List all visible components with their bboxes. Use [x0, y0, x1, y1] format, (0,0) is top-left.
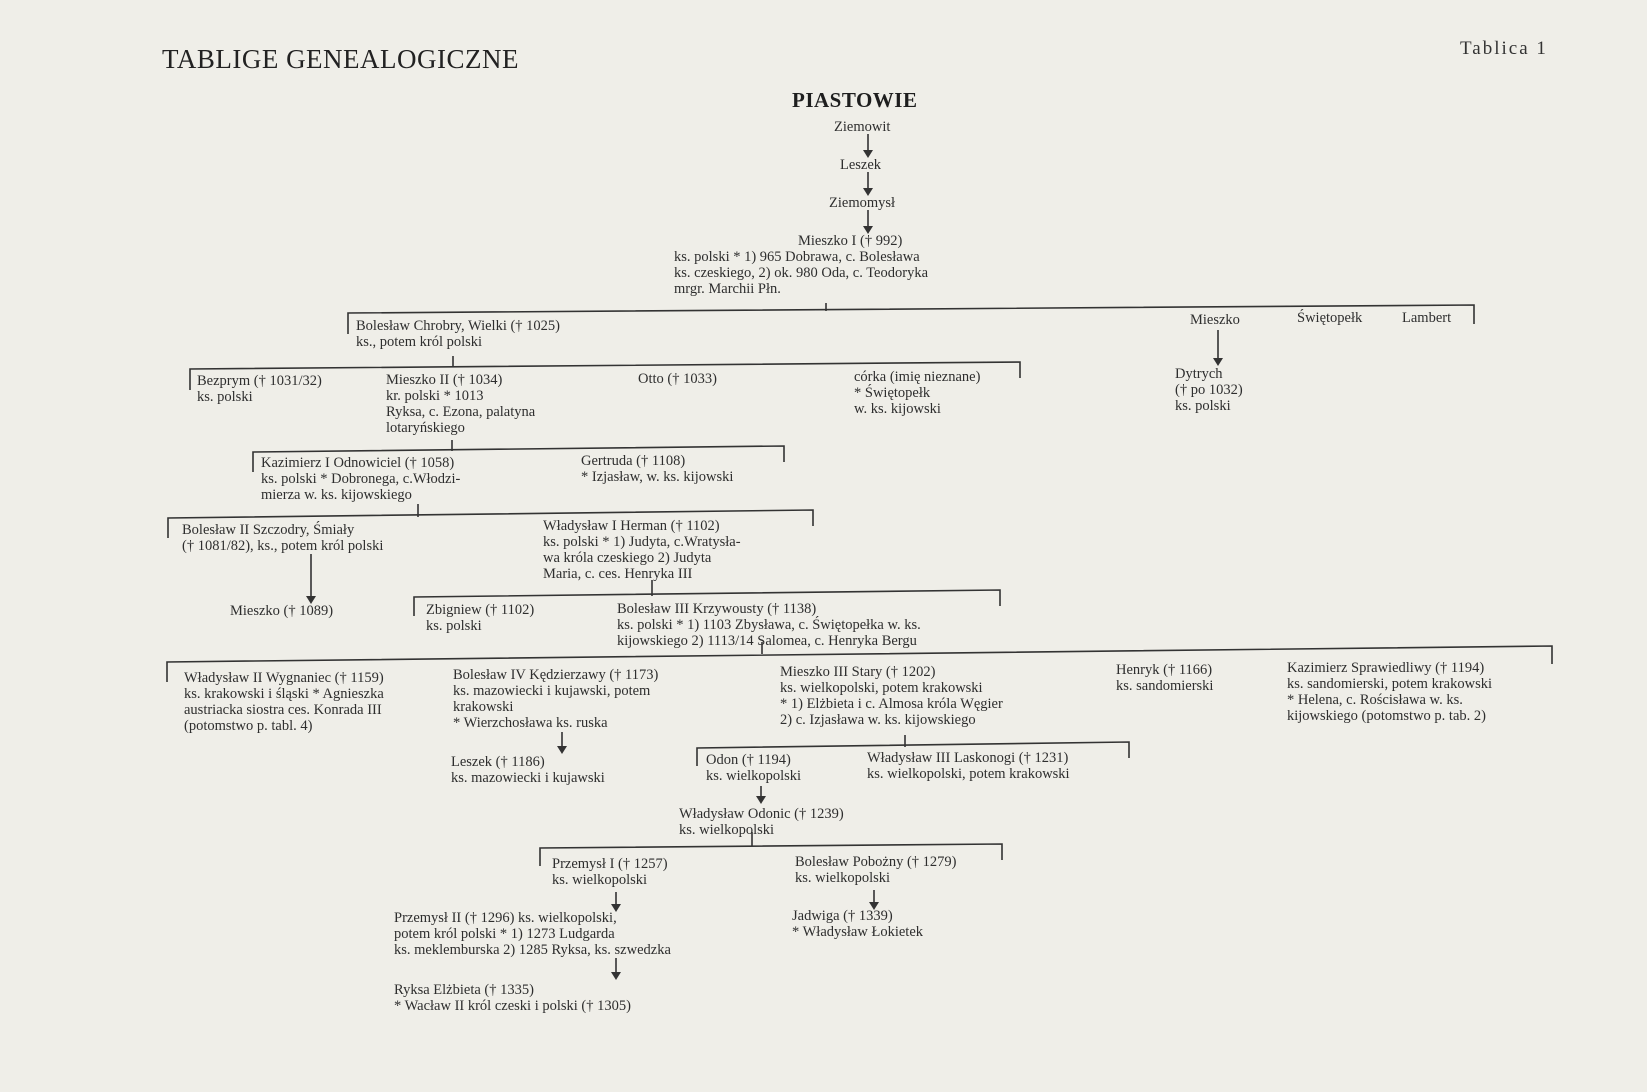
person-przemysl-ii	[394, 910, 671, 958]
person-ryksa-elzbieta	[394, 982, 631, 1014]
person-name: Odon († 1194)	[706, 752, 791, 768]
person-detail: Ryksa, c. Ezona, palatyna	[386, 404, 536, 420]
person-odon	[706, 752, 801, 784]
person-gertruda	[581, 453, 733, 485]
person-detail: ks. mazowiecki i kujawski, potem	[453, 683, 651, 699]
person-name: Bolesław Chrobry, Wielki († 1025)	[356, 318, 560, 334]
person-leszek-1186	[451, 754, 605, 786]
person-ziemomysl	[829, 195, 895, 211]
person-name: Mieszko († 1089)	[230, 603, 334, 619]
person-name: Lambert	[1402, 310, 1452, 326]
person-detail: ks. polski	[426, 618, 482, 634]
person-name: Mieszko I († 992)	[798, 233, 903, 249]
person-detail: krakowski	[453, 699, 514, 715]
person-detail: austriacka siostra ces. Konrada III	[184, 702, 382, 718]
person-detail: w. ks. kijowski	[854, 401, 941, 417]
person-name: Przemysł I († 1257)	[552, 856, 668, 872]
person-name: Bolesław Pobożny († 1279)	[795, 854, 957, 870]
person-detail: * Świętopełk	[854, 385, 931, 401]
person-name: Świętopełk	[1297, 310, 1363, 326]
person-detail: Maria, c. ces. Henryka III	[543, 566, 693, 582]
person-wladyslaw-ii	[184, 670, 384, 734]
person-detail: * Wacław II król czeski i polski († 1305)	[394, 998, 631, 1014]
person-name: Kazimierz I Odnowiciel († 1058)	[261, 455, 455, 471]
person-kazimierz-sprawiedliwy	[1287, 660, 1492, 724]
person-detail: ks. polski * 1) 965 Dobrawa, c. Bolesława	[674, 249, 920, 265]
person-name: Mieszko III Stary († 1202)	[780, 664, 936, 680]
person-boleslaw-iv	[453, 667, 658, 731]
person-detail: ks. wielkopolski, potem krakowski	[780, 680, 983, 696]
person-name: Władysław Odonic († 1239)	[679, 806, 844, 822]
person-lambert	[1402, 310, 1451, 326]
person-name: córka (imię nieznane)	[854, 369, 981, 385]
person-name: Bolesław IV Kędzierzawy († 1173)	[453, 667, 659, 683]
person-ziemowit	[834, 119, 890, 135]
person-detail: * Władysław Łokietek	[792, 924, 924, 940]
person-name: Gertruda († 1108)	[581, 453, 686, 469]
person-name: Bolesław III Krzywousty († 1138)	[617, 601, 817, 617]
person-detail: ks. mazowiecki i kujawski	[451, 770, 605, 786]
person-detail: kijowskiego 2) 1113/14 Salomea, c. Henryka Bergu	[617, 633, 917, 649]
person-name: Dytrych	[1175, 366, 1223, 382]
person-mieszko-1089	[230, 603, 333, 619]
person-mieszko-i	[674, 233, 928, 297]
person-henryk	[1116, 662, 1213, 694]
person-name: Leszek († 1186)	[451, 754, 545, 770]
person-bezprym	[197, 373, 322, 405]
arrow-head	[557, 746, 567, 754]
person-detail: († po 1032)	[1175, 382, 1243, 398]
person-detail: 2) c. Izjasława w. ks. kijowskiego	[780, 712, 976, 728]
person-name: Mieszko II († 1034)	[386, 372, 503, 388]
person-detail: wa króla czeskiego 2) Judyta	[543, 550, 712, 566]
person-detail: potem król polski * 1) 1273 Ludgarda	[394, 926, 615, 942]
person-przemysl-i	[552, 856, 668, 888]
person-mieszko-ii	[386, 372, 535, 436]
person-detail: * Wierzchosława ks. ruska	[453, 715, 608, 731]
person-name: Kazimierz Sprawiedliwy († 1194)	[1287, 660, 1485, 676]
person-name: Zbigniew († 1102)	[426, 602, 535, 618]
person-detail: ks., potem król polski	[356, 334, 483, 350]
person-name: Władysław I Herman († 1102)	[543, 518, 720, 534]
person-detail: ks. wielkopolski, potem krakowski	[867, 766, 1070, 782]
person-corka	[854, 369, 980, 417]
person-detail: mierza w. ks. kijowskiego	[261, 487, 412, 503]
person-name: Ziemowit	[834, 119, 891, 135]
person-mieszko-iii	[780, 664, 1003, 728]
person-name: Jadwiga († 1339)	[792, 908, 893, 924]
person-detail: ks. polski	[197, 389, 253, 405]
person-name: Mieszko	[1190, 312, 1240, 328]
person-otto	[638, 371, 717, 387]
person-boleslaw-iii	[617, 601, 921, 649]
person-boleslaw-chrobry	[356, 318, 560, 350]
person-detail: * 1) Elżbieta i c. Almosa króla Węgier	[780, 696, 1003, 712]
person-detail: * Izjasław, w. ks. kijowski	[581, 469, 734, 485]
person-name: Przemysł II († 1296) ks. wielkopolski,	[394, 910, 617, 926]
dynasty-title: PIASTOWIE	[792, 88, 918, 112]
person-detail: mrgr. Marchii Płn.	[674, 281, 781, 297]
person-name: Otto († 1033)	[638, 371, 717, 387]
person-leszek-legendary	[840, 157, 881, 173]
arrow-head	[756, 796, 766, 804]
person-detail: ks. sandomierski	[1116, 678, 1214, 694]
plate-number: Tablica 1	[1460, 38, 1548, 59]
person-detail: ks. czeskiego, 2) ok. 980 Oda, c. Teodoryka	[674, 265, 929, 281]
person-detail: ks. polski * 1) 1103 Zbysława, c. Świętopełka w. ks.	[617, 617, 921, 633]
person-detail: ks. krakowski i śląski * Agnieszka	[184, 686, 384, 702]
person-zbigniew	[426, 602, 534, 634]
person-kazimierz-i	[261, 455, 460, 503]
person-detail: ks. polski	[1175, 398, 1231, 414]
person-name: Bolesław II Szczodry, Śmiały	[182, 522, 355, 538]
person-detail: kr. polski * 1013	[386, 388, 484, 404]
person-detail: († 1081/82), ks., potem król polski	[182, 538, 384, 554]
person-detail: lotaryńskiego	[386, 420, 465, 436]
person-detail: ks. wielkopolski	[679, 822, 775, 838]
person-detail: ks. sandomierski, potem krakowski	[1287, 676, 1492, 692]
person-name: Leszek	[840, 157, 882, 173]
person-detail: (potomstwo p. tabl. 4)	[184, 718, 313, 734]
person-boleslaw-pobozny	[795, 854, 957, 886]
person-detail: ks. wielkopolski	[552, 872, 648, 888]
person-wladyslaw-herman	[543, 518, 741, 582]
person-dytrych	[1175, 366, 1243, 414]
person-name: Ryksa Elżbieta († 1335)	[394, 982, 534, 998]
arrow-head	[611, 972, 621, 980]
person-detail: ks. polski * Dobronega, c.Włodzi-	[261, 471, 461, 487]
person-jadwiga	[792, 908, 923, 940]
person-detail: ks. polski * 1) Judyta, c.Wratysła-	[543, 534, 741, 550]
person-wladyslaw-iii	[867, 750, 1070, 782]
person-detail: ks. meklemburska 2) 1285 Ryksa, ks. szwedzka	[394, 942, 671, 958]
page-title: TABLIGE GENEALOGICZNE	[162, 44, 520, 74]
person-detail: * Helena, c. Rościsława w. ks.	[1287, 692, 1463, 708]
person-name: Władysław II Wygnaniec († 1159)	[184, 670, 384, 686]
arrow-head	[1213, 358, 1223, 366]
person-name: Bezprym († 1031/32)	[197, 373, 322, 389]
person-boleslaw-ii	[182, 522, 383, 554]
person-swietopelk	[1297, 310, 1362, 326]
person-name: Henryk († 1166)	[1116, 662, 1213, 678]
person-detail: kijowskiego (potomstwo p. tab. 2)	[1287, 708, 1486, 724]
person-detail: ks. wielkopolski	[706, 768, 802, 784]
person-wladyslaw-odonic	[679, 806, 844, 838]
person-name: Ziemomysł	[829, 195, 896, 211]
person-mieszko-son	[1190, 312, 1240, 328]
person-detail: ks. wielkopolski	[795, 870, 891, 886]
person-name: Władysław III Laskonogi († 1231)	[867, 750, 1069, 766]
